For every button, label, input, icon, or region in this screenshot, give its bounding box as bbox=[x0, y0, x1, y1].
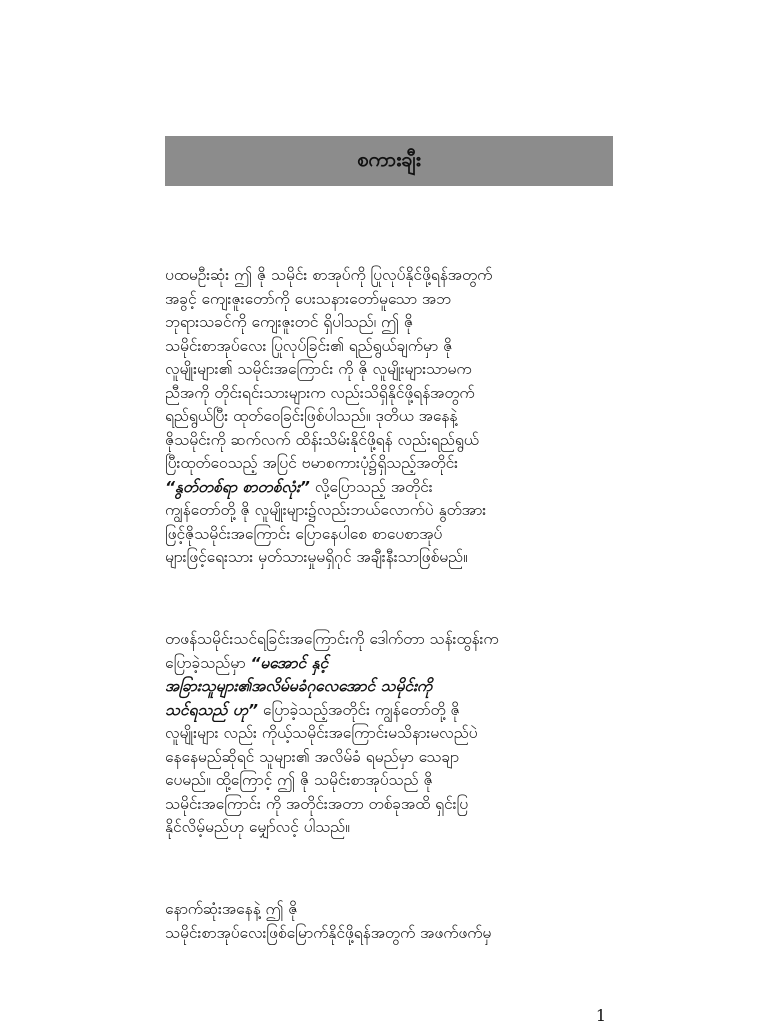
text-line: နိုင်လိမ့်မည်ဟု မျှော်လင့် ပါသည်။ bbox=[165, 818, 350, 836]
text-line bbox=[165, 652, 615, 676]
text-line: တဖန်သမိုင်းသင်ရခြင်းအကြောင်းကို ဒေါက်တာ သန်းထွန်းက bbox=[165, 630, 499, 648]
chapter-title: စကားချီး bbox=[357, 147, 421, 171]
paragraph-history bbox=[165, 628, 615, 840]
quote-line-rest: လို့ပြောသည့် အတိုင်း bbox=[309, 477, 433, 496]
text-line: သမိုင်းစာအုပ်လေးဖြစ်မြောက်နိုင်ဖို့ရန်အတွက် အဖက်ဖက်မှ bbox=[165, 923, 492, 942]
chapter-title-bar bbox=[165, 136, 613, 186]
text-line: ကျွန်တော်တို့ ဇို လူမျိုးများ၌လည်းဘယ်လောက်ပဲ နွတ်အား bbox=[165, 501, 487, 519]
text-line: ဇိုသမိုင်းကို ဆက်လက် ထိန်းသိမ်းနိုင်ဖို့ရန် လည်းရည်ရွယ် bbox=[165, 430, 479, 449]
paragraph-closing bbox=[165, 898, 615, 945]
text-line: အခွင့် ကျေးဇူးတော်ကို ပေးသနားတော်မူသော အဘ bbox=[165, 289, 452, 308]
text-line: လူမျိုးများ၏ သမိုင်းအကြောင်း ကို ဇို လူမျိုးများသာမက bbox=[165, 360, 472, 378]
text-line: ပြီးထုတ်ဝေသည့် အပြင် ဗမာစကားပုံ၌ရှိသည့်အတိုင်း bbox=[165, 454, 459, 472]
text-line: များဖြင့်ရေးသား မှတ်သားမှုမရှိဂုင် အချီးနီးသာဖြစ်မည်။ bbox=[165, 548, 468, 566]
text-line: သမိုင်းအကြောင်း ကို အတိုင်းအတာ တစ်ခုအထိ ရှင်းပြ bbox=[165, 794, 469, 813]
text-line: ညီအကို တိုင်းရင်းသားများက လည်းသိရှိနိုင်ဖို့ရန်အတွက် bbox=[165, 383, 475, 402]
text-line: နောက်ဆုံးအနေနဲ့ ဤ ဇို bbox=[165, 900, 298, 918]
text-line: ပထမဦးဆုံး ဤ ဇို သမိုင်း စာအုပ်ကို ပြုလုပ်နိုင်ဖို့ရန်အတွက် bbox=[165, 266, 493, 284]
proverb-quote: “နွတ်တစ်ရာ စာတစ်လုံး” bbox=[165, 477, 310, 496]
text-line: ဘုရားသခင်ကို ကျေးဇူးတင် ရှိပါသည်၊ ဤ ဇို bbox=[165, 313, 414, 331]
text-line: ရည်ရွယ်ပြီး ထုတ်ဝေခြင်းဖြစ်ပါသည်။ ဒုတိယ အနေနဲ့ bbox=[165, 407, 458, 425]
text-segment: ပြောခဲ့သည်မှာ bbox=[165, 653, 251, 672]
text-segment: ပြောခဲ့သည့်အတိုင်း ကျွန်တော်တို့ ဇို bbox=[258, 700, 460, 719]
quote-emphasis-line: အခြားသူများ၏အလိမ်မခံဂုလေအောင် သမိုင်းကို bbox=[165, 677, 433, 695]
quote-emphasis: သင်ရသည် ဟု” bbox=[165, 700, 258, 719]
quote-line bbox=[165, 476, 615, 500]
text-line: ပေမည်။ ထို့ကြောင့် ဤ ဇို သမိုင်းစာအုပ်သည် ဇို bbox=[165, 771, 433, 789]
text-line: နေနေမည်ဆိုရင် သူများ၏ အလိမ်ခံ ရမည်မှာ သေချာ bbox=[165, 747, 459, 766]
paragraph-intro bbox=[165, 264, 615, 570]
text-line: ဖြင့်ဇိုသမိုင်းအကြောင်း ပြောနေပါစေ စာပေစာအုပ် bbox=[165, 524, 443, 543]
text-line: သမိုင်းစာအုပ်လေး ပြုလုပ်ခြင်း၏ ရည်ရွယ်ချက်မှာ ဇို bbox=[165, 336, 453, 355]
page-number: 1 bbox=[595, 1006, 606, 1025]
quote-emphasis: “မအောင် နှင့် bbox=[250, 653, 329, 672]
text-line: လူမျိုးများ လည်း ကိုယ့်သမိုင်းအကြောင်းမသိနားမလည်ပဲ bbox=[165, 724, 478, 742]
text-line bbox=[165, 699, 615, 723]
